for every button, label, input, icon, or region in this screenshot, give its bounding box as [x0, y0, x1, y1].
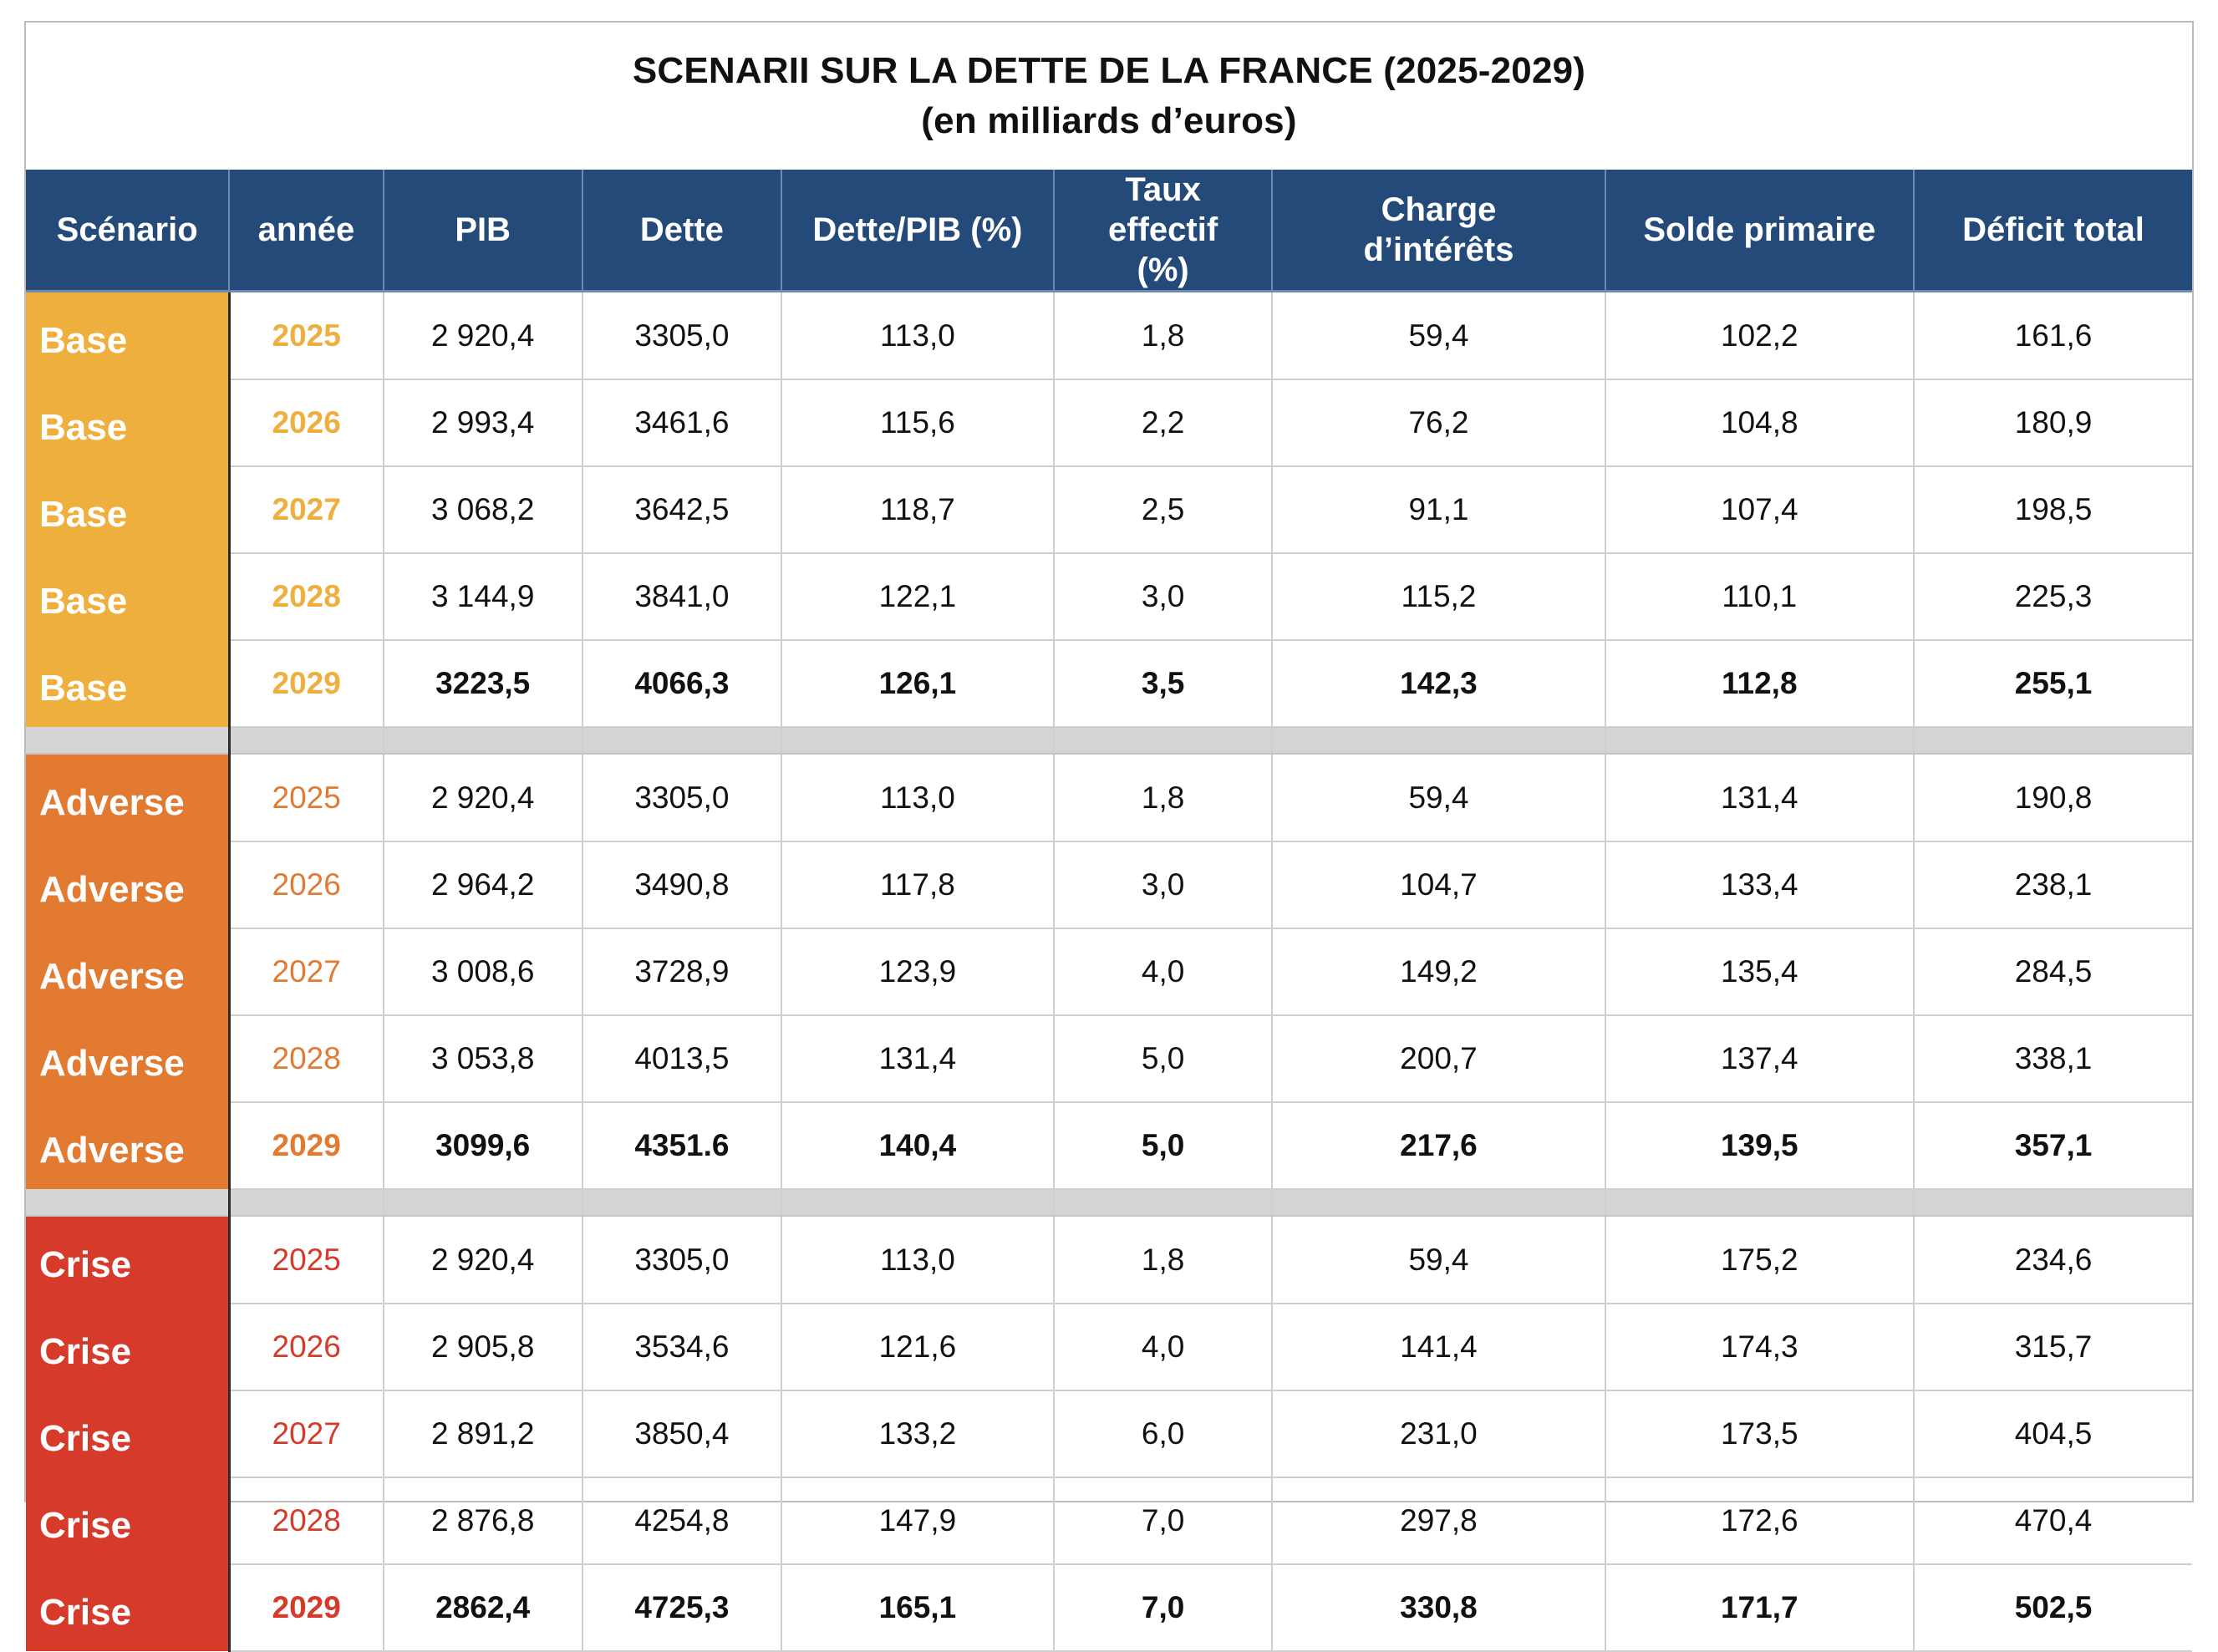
value-cell: 2 993,4 [384, 379, 582, 466]
table-row [26, 379, 2192, 466]
value-cell: 4,0 [1054, 928, 1273, 1015]
table-row [26, 553, 2192, 640]
value-cell: 7,0 [1054, 1564, 1273, 1651]
value-cell: 2 920,4 [384, 292, 582, 380]
scenario-cell: Base [26, 553, 229, 640]
year-cell: 2027 [229, 1390, 383, 1477]
value-cell: 133,2 [781, 1390, 1054, 1477]
scenario-cell: Adverse [26, 1015, 229, 1102]
value-cell: 76,2 [1272, 379, 1605, 466]
value-cell: 2,5 [1054, 466, 1273, 553]
value-cell: 6,0 [1054, 1390, 1273, 1477]
value-cell: 3490,8 [582, 841, 781, 928]
value-cell: 117,8 [781, 841, 1054, 928]
value-cell: 104,7 [1272, 841, 1605, 928]
value-cell: 107,4 [1605, 466, 1915, 553]
table-frame [24, 21, 2194, 1633]
value-cell: 330,8 [1272, 1564, 1605, 1651]
value-cell: 2 891,2 [384, 1390, 582, 1477]
value-cell: 502,5 [1914, 1564, 2192, 1651]
value-cell: 131,4 [781, 1015, 1054, 1102]
value-cell: 315,7 [1914, 1304, 2192, 1390]
value-cell: 3,0 [1054, 553, 1273, 640]
year-cell: 2028 [229, 1477, 383, 1564]
scenario-cell: Crise [26, 1390, 229, 1477]
value-cell: 2 920,4 [384, 1216, 582, 1304]
value-cell: 147,9 [781, 1477, 1054, 1564]
separator-cell [582, 1189, 781, 1216]
separator-cell [1914, 727, 2192, 754]
column-header: Scénario [26, 170, 229, 292]
value-cell: 255,1 [1914, 640, 2192, 727]
value-cell: 2862,4 [384, 1564, 582, 1651]
value-cell: 4066,3 [582, 640, 781, 727]
value-cell: 3642,5 [582, 466, 781, 553]
value-cell: 2 876,8 [384, 1477, 582, 1564]
value-cell: 4351.6 [582, 1102, 781, 1189]
table-row [26, 1564, 2192, 1651]
value-cell: 165,1 [781, 1564, 1054, 1651]
value-cell: 139,5 [1605, 1102, 1915, 1189]
group-separator [26, 727, 2192, 754]
value-cell: 115,6 [781, 379, 1054, 466]
year-cell: 2025 [229, 1216, 383, 1304]
year-cell: 2025 [229, 292, 383, 380]
value-cell: 198,5 [1914, 466, 2192, 553]
table-row [26, 466, 2192, 553]
separator-cell [781, 727, 1054, 754]
scenario-cell: Crise [26, 1564, 229, 1651]
table-subtitle: (en milliards d’euros) [921, 100, 1297, 141]
value-cell: 2 905,8 [384, 1304, 582, 1390]
value-cell: 3728,9 [582, 928, 781, 1015]
value-cell: 3223,5 [384, 640, 582, 727]
value-cell: 3305,0 [582, 754, 781, 841]
year-cell: 2029 [229, 1564, 383, 1651]
scenario-cell: Base [26, 466, 229, 553]
column-header: Déficit total [1914, 170, 2192, 292]
value-cell: 297,8 [1272, 1477, 1605, 1564]
value-cell: 3 053,8 [384, 1015, 582, 1102]
value-cell: 123,9 [781, 928, 1054, 1015]
debt-scenarios-table [26, 170, 2192, 1652]
separator-cell [1272, 727, 1605, 754]
table-row [26, 1102, 2192, 1189]
value-cell: 190,8 [1914, 754, 2192, 841]
table-row [26, 1015, 2192, 1102]
table-row [26, 1390, 2192, 1477]
scenario-cell: Adverse [26, 754, 229, 841]
separator-cell [1605, 727, 1915, 754]
value-cell: 217,6 [1272, 1102, 1605, 1189]
value-cell: 113,0 [781, 754, 1054, 841]
year-cell: 2027 [229, 928, 383, 1015]
separator-cell [1272, 1189, 1605, 1216]
value-cell: 3305,0 [582, 292, 781, 380]
separator-cell [582, 727, 781, 754]
table-row [26, 1304, 2192, 1390]
value-cell: 5,0 [1054, 1102, 1273, 1189]
scenario-cell: Crise [26, 1216, 229, 1304]
column-header: Taux effectif (%) [1054, 170, 1273, 292]
value-cell: 59,4 [1272, 292, 1605, 380]
value-cell: 91,1 [1272, 466, 1605, 553]
value-cell: 59,4 [1272, 754, 1605, 841]
value-cell: 2,2 [1054, 379, 1273, 466]
value-cell: 175,2 [1605, 1216, 1915, 1304]
value-cell: 121,6 [781, 1304, 1054, 1390]
column-header: Dette [582, 170, 781, 292]
year-cell: 2029 [229, 1102, 383, 1189]
value-cell: 200,7 [1272, 1015, 1605, 1102]
value-cell: 225,3 [1914, 553, 2192, 640]
title-block [26, 23, 2192, 170]
value-cell: 4,0 [1054, 1304, 1273, 1390]
value-cell: 110,1 [1605, 553, 1915, 640]
value-cell: 338,1 [1914, 1015, 2192, 1102]
value-cell: 3461,6 [582, 379, 781, 466]
value-cell: 470,4 [1914, 1477, 2192, 1564]
table-row [26, 292, 2192, 380]
value-cell: 180,9 [1914, 379, 2192, 466]
value-cell: 4013,5 [582, 1015, 781, 1102]
value-cell: 141,4 [1272, 1304, 1605, 1390]
year-cell: 2027 [229, 466, 383, 553]
value-cell: 140,4 [781, 1102, 1054, 1189]
separator-cell [1605, 1189, 1915, 1216]
value-cell: 2 920,4 [384, 754, 582, 841]
value-cell: 284,5 [1914, 928, 2192, 1015]
value-cell: 3 144,9 [384, 553, 582, 640]
scenario-cell: Base [26, 292, 229, 380]
scenario-cell: Adverse [26, 841, 229, 928]
column-header: Solde primaire [1605, 170, 1915, 292]
value-cell: 171,7 [1605, 1564, 1915, 1651]
value-cell: 1,8 [1054, 292, 1273, 380]
value-cell: 5,0 [1054, 1015, 1273, 1102]
year-cell: 2028 [229, 1015, 383, 1102]
value-cell: 3534,6 [582, 1304, 781, 1390]
separator-cell [1914, 1189, 2192, 1216]
separator-cell [781, 1189, 1054, 1216]
header-row [26, 170, 2192, 292]
separator-cell [229, 1189, 383, 1216]
value-cell: 238,1 [1914, 841, 2192, 928]
value-cell: 172,6 [1605, 1477, 1915, 1564]
scenario-cell: Crise [26, 1477, 229, 1564]
separator-cell [1054, 727, 1273, 754]
table-body [26, 292, 2192, 1652]
value-cell: 174,3 [1605, 1304, 1915, 1390]
value-cell: 3 008,6 [384, 928, 582, 1015]
value-cell: 1,8 [1054, 754, 1273, 841]
value-cell: 102,2 [1605, 292, 1915, 380]
table-title: SCENARII SUR LA DETTE DE LA FRANCE (2025-2029) [632, 50, 1586, 91]
separator-cell [384, 1189, 582, 1216]
value-cell: 112,8 [1605, 640, 1915, 727]
group-separator [26, 1189, 2192, 1216]
value-cell: 131,4 [1605, 754, 1915, 841]
value-cell: 126,1 [781, 640, 1054, 727]
value-cell: 2 964,2 [384, 841, 582, 928]
value-cell: 1,8 [1054, 1216, 1273, 1304]
value-cell: 137,4 [1605, 1015, 1915, 1102]
table-row [26, 1477, 2192, 1564]
scenario-cell: Adverse [26, 1102, 229, 1189]
value-cell: 133,4 [1605, 841, 1915, 928]
separator-cell [1054, 1189, 1273, 1216]
column-header: PIB [384, 170, 582, 292]
value-cell: 7,0 [1054, 1477, 1273, 1564]
value-cell: 4254,8 [582, 1477, 781, 1564]
year-cell: 2026 [229, 379, 383, 466]
value-cell: 149,2 [1272, 928, 1605, 1015]
separator-cell [26, 1189, 229, 1216]
value-cell: 104,8 [1605, 379, 1915, 466]
value-cell: 3099,6 [384, 1102, 582, 1189]
scenario-cell: Adverse [26, 928, 229, 1015]
value-cell: 115,2 [1272, 553, 1605, 640]
year-cell: 2029 [229, 640, 383, 727]
separator-cell [229, 727, 383, 754]
value-cell: 135,4 [1605, 928, 1915, 1015]
table-row [26, 754, 2192, 841]
table-row [26, 1216, 2192, 1304]
value-cell: 173,5 [1605, 1390, 1915, 1477]
value-cell: 113,0 [781, 292, 1054, 380]
value-cell: 3 068,2 [384, 466, 582, 553]
value-cell: 404,5 [1914, 1390, 2192, 1477]
value-cell: 113,0 [781, 1216, 1054, 1304]
table-row [26, 928, 2192, 1015]
column-header: Charge d’intérêts [1272, 170, 1605, 292]
value-cell: 59,4 [1272, 1216, 1605, 1304]
value-cell: 3850,4 [582, 1390, 781, 1477]
value-cell: 231,0 [1272, 1390, 1605, 1477]
value-cell: 161,6 [1914, 292, 2192, 380]
value-cell: 3841,0 [582, 553, 781, 640]
value-cell: 142,3 [1272, 640, 1605, 727]
value-cell: 4725,3 [582, 1564, 781, 1651]
table-row [26, 841, 2192, 928]
scenario-cell: Base [26, 640, 229, 727]
table-row [26, 640, 2192, 727]
value-cell: 118,7 [781, 466, 1054, 553]
column-header: année [229, 170, 383, 292]
year-cell: 2028 [229, 553, 383, 640]
value-cell: 122,1 [781, 553, 1054, 640]
value-cell: 3305,0 [582, 1216, 781, 1304]
value-cell: 234,6 [1914, 1216, 2192, 1304]
year-cell: 2025 [229, 754, 383, 841]
value-cell: 357,1 [1914, 1102, 2192, 1189]
value-cell: 3,0 [1054, 841, 1273, 928]
separator-cell [26, 727, 229, 754]
scenario-cell: Crise [26, 1304, 229, 1390]
value-cell: 3,5 [1054, 640, 1273, 727]
year-cell: 2026 [229, 1304, 383, 1390]
separator-cell [384, 727, 582, 754]
column-header: Dette/PIB (%) [781, 170, 1054, 292]
scenario-cell: Base [26, 379, 229, 466]
year-cell: 2026 [229, 841, 383, 928]
